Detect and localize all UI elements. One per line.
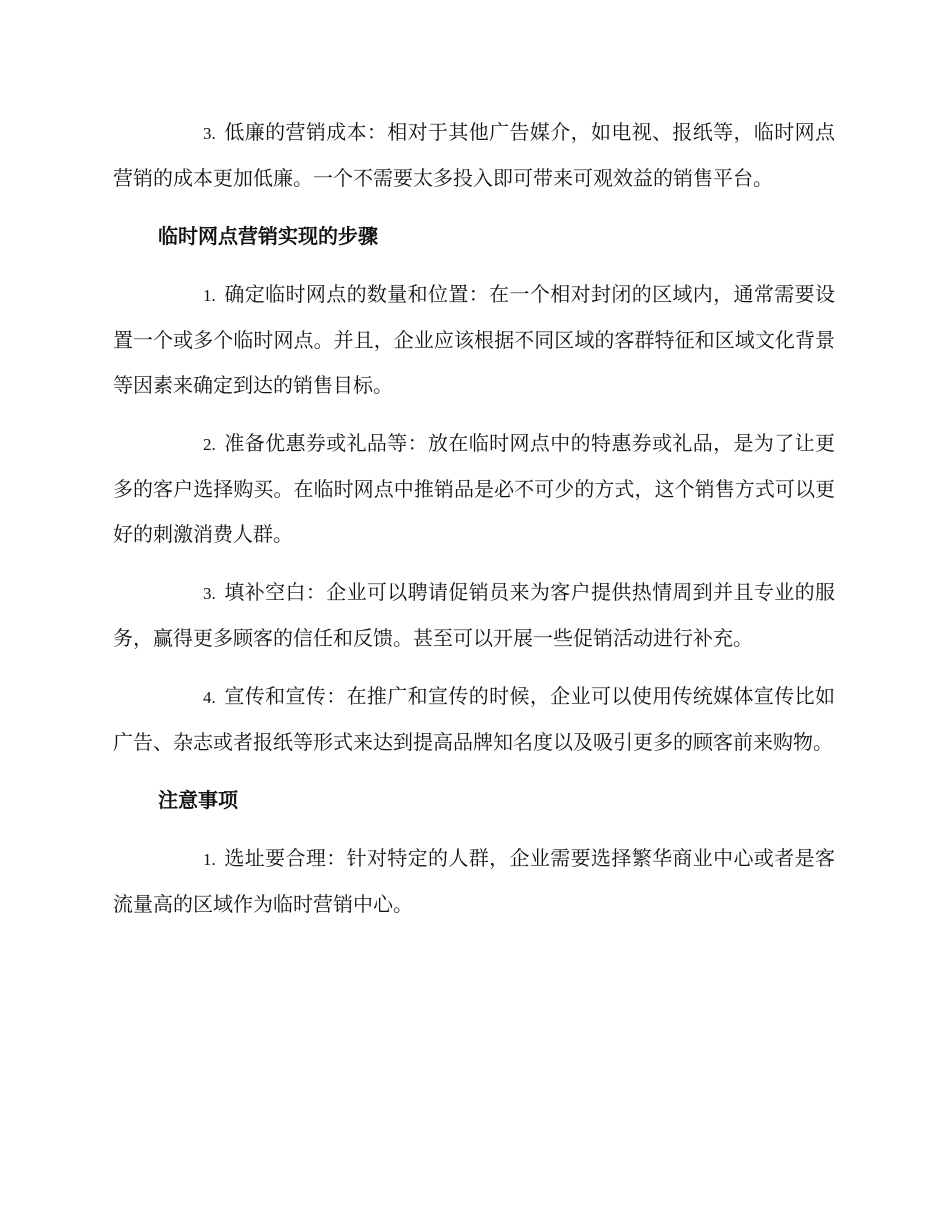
item-text: 宣传和宣传：在推广和宣传的时候，企业可以使用传统媒体宣传比如广告、杂志或者报纸等形式来达到提高品牌知名度以及吸引更多的顾客前来购物。 [113, 684, 835, 754]
item-number: 3. [203, 584, 216, 603]
item-text: 填补空白：企业可以聘请促销员来为客户提供热情周到并且专业的服务，赢得更多顾客的信任和反馈。甚至可以开展一些促销活动进行补充。 [113, 580, 835, 650]
item-text: 选址要合理：针对特定的人群，企业需要选择繁华商业中心或者是客流量高的区域作为临时营销中心。 [113, 846, 835, 916]
list-item-step-3 [113, 570, 835, 661]
item-number: 4. [203, 688, 216, 707]
item-text: 确定临时网点的数量和位置：在一个相对封闭的区域内，通常需要设置一个或多个临时网点。并且，企业应该根据不同区域的客群特征和区域文化背景等因素来确定到达的销售目标。 [113, 282, 835, 397]
document-body [113, 110, 835, 940]
item-number: 3. [203, 124, 216, 143]
list-item-step-1 [113, 272, 835, 408]
list-item-low-cost [113, 110, 835, 201]
item-text: 准备优惠券或礼品等：放在临时网点中的特惠券或礼品，是为了让更多的客户选择购买。在临时网点中推销品是必不可少的方式，这个销售方式可以更好的刺激消费人群。 [113, 431, 835, 546]
item-number: 1. [203, 286, 216, 305]
section-heading-notes: 注意事项 [158, 788, 238, 812]
list-item-step-2 [113, 421, 835, 557]
item-number: 2. [203, 435, 216, 454]
item-text: 低廉的营销成本：相对于其他广告媒介，如电视、报纸等，临时网点营销的成本更加低廉。一个不需要太多投入即可带来可观效益的销售平台。 [113, 120, 835, 190]
list-item-note-1 [113, 836, 835, 927]
item-number: 1. [203, 850, 216, 869]
section-heading-steps: 临时网点营销实现的步骤 [158, 224, 378, 248]
list-item-step-4 [113, 674, 835, 765]
